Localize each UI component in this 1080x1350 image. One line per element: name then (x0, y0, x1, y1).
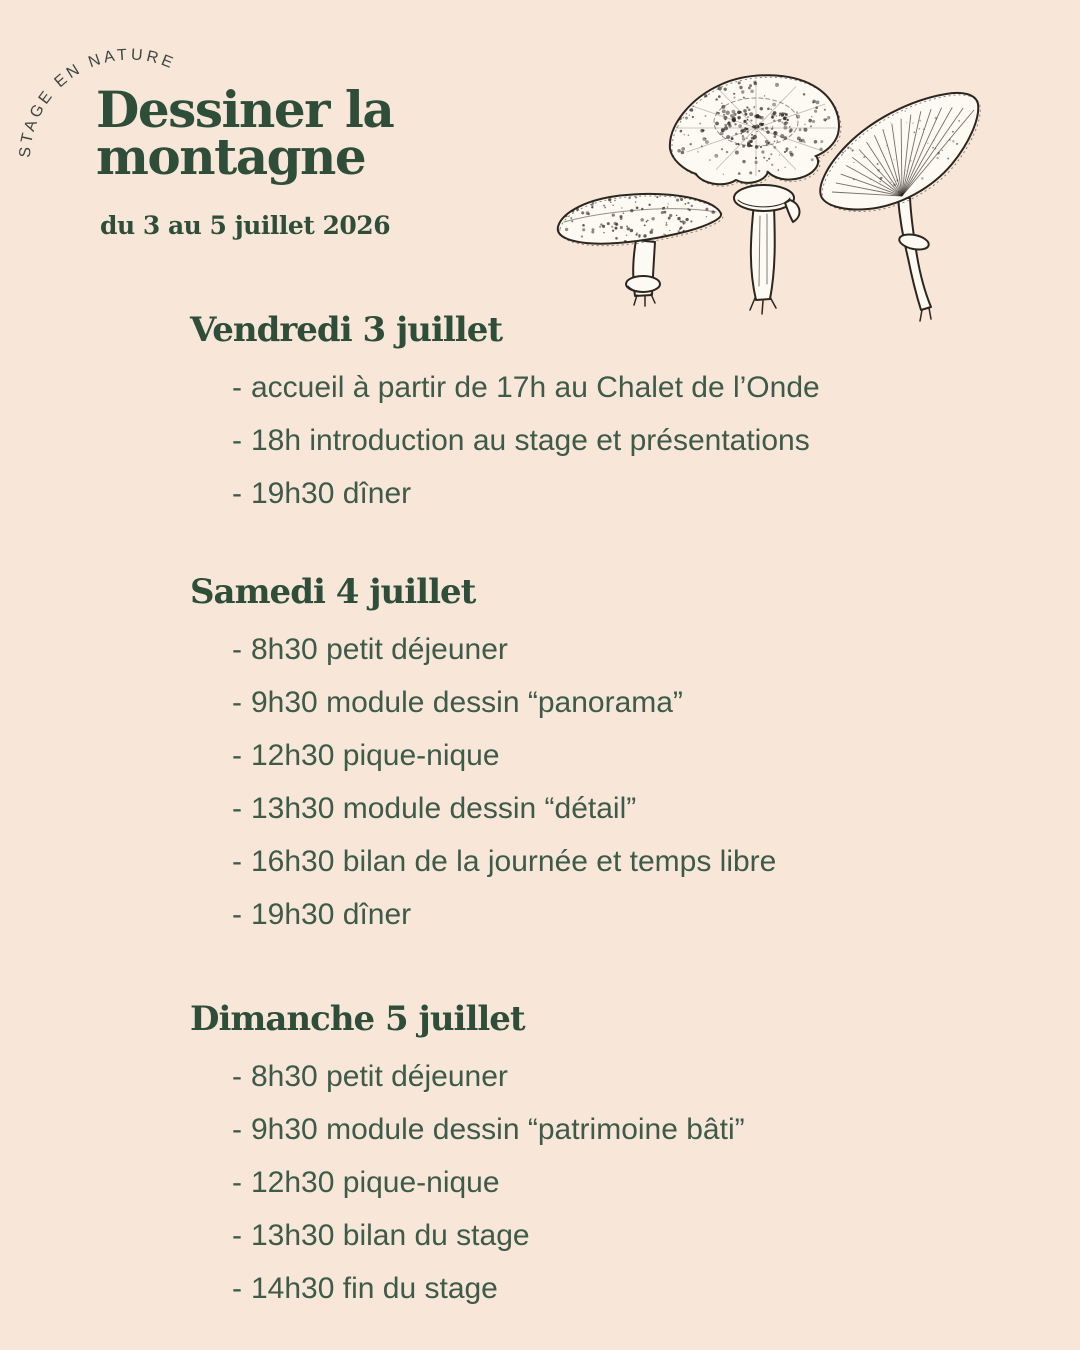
day-section-vendredi (190, 309, 820, 520)
arc-badge-text: STAGE EN NATURE (16, 46, 179, 159)
schedule-list (190, 623, 776, 941)
schedule-item (232, 1156, 745, 1209)
item-text: accueil à partir de 17h au Chalet de l’Onde (251, 371, 820, 404)
item-text: 19h30 dîner (251, 898, 412, 931)
schedule-list (190, 1050, 745, 1315)
schedule-item (232, 467, 820, 520)
mushroom-middle (670, 75, 841, 314)
item-text: 12h30 pique-nique (251, 1166, 500, 1199)
schedule-item (232, 835, 776, 888)
item-text: 9h30 module dessin “patrimoine bâti” (251, 1113, 745, 1146)
schedule-item (232, 782, 776, 835)
schedule-item (232, 1050, 745, 1103)
mushrooms-illustration (550, 46, 1020, 326)
item-dash: - (232, 1166, 242, 1199)
schedule-item (232, 1209, 745, 1262)
item-dash: - (232, 477, 242, 510)
item-text: 12h30 pique-nique (251, 739, 500, 772)
schedule-item (232, 414, 820, 467)
item-text: 18h introduction au stage et présentations (251, 424, 810, 457)
item-text: 19h30 dîner (251, 477, 412, 510)
item-dash: - (232, 898, 242, 931)
item-dash: - (232, 633, 242, 666)
item-dash: - (232, 686, 242, 719)
mushroom-right (820, 93, 980, 321)
schedule-item (232, 361, 820, 414)
schedule-item (232, 623, 776, 676)
day-title: Samedi 4 juillet (190, 572, 476, 612)
mushroom-left (558, 194, 723, 306)
item-dash: - (232, 1113, 242, 1146)
date-subtitle: du 3 au 5 juillet 2026 (100, 211, 391, 240)
day-section-dimanche (190, 998, 745, 1315)
item-text: 16h30 bilan de la journée et temps libre (251, 845, 777, 878)
title-line-1: Dessiner la (96, 80, 394, 139)
item-dash: - (232, 1272, 242, 1305)
item-text: 8h30 petit déjeuner (251, 1060, 508, 1093)
title-line-2: montagne (96, 127, 366, 186)
schedule-list (190, 361, 820, 520)
schedule-item (232, 1262, 745, 1315)
item-dash: - (232, 845, 242, 878)
page-title (96, 80, 394, 186)
item-text: 13h30 bilan du stage (251, 1219, 530, 1252)
item-text: 8h30 petit déjeuner (251, 633, 508, 666)
item-dash: - (232, 739, 242, 772)
item-dash: - (232, 1219, 242, 1252)
day-title: Dimanche 5 juillet (190, 999, 525, 1039)
item-dash: - (232, 371, 242, 404)
schedule-item (232, 729, 776, 782)
item-text: 9h30 module dessin “panorama” (251, 686, 683, 719)
item-dash: - (232, 1060, 242, 1093)
schedule-item (232, 1103, 745, 1156)
schedule-item (232, 888, 776, 941)
item-text: 14h30 fin du stage (251, 1272, 498, 1305)
item-dash: - (232, 424, 242, 457)
day-title: Vendredi 3 juillet (190, 310, 503, 350)
day-section-samedi (190, 571, 776, 941)
item-dash: - (232, 792, 242, 825)
schedule-item (232, 676, 776, 729)
item-text: 13h30 module dessin “détail” (251, 792, 637, 825)
